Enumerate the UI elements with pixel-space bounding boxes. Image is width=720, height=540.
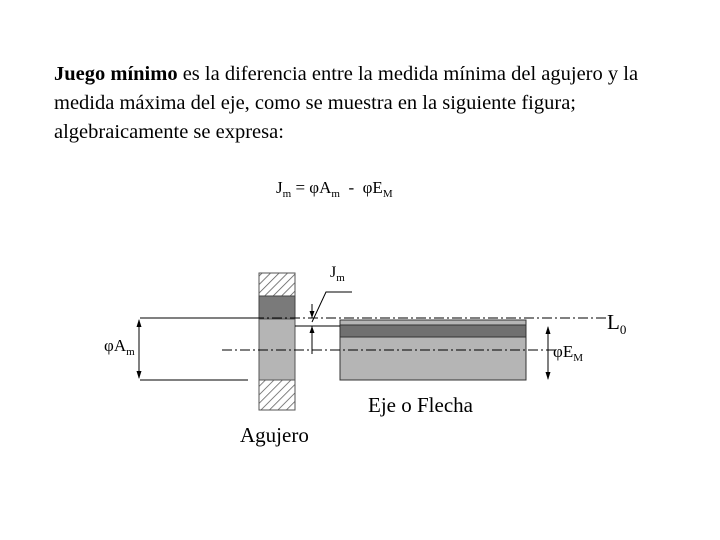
l0-label-sub: 0 [619, 322, 627, 337]
shaft-label: Eje o Flecha [368, 393, 473, 417]
jm-label-text: J [330, 264, 337, 281]
jm-label [330, 264, 345, 284]
formula-phi-e: φ [362, 178, 373, 197]
hole-tolerance-zone [259, 296, 295, 319]
em-label-text: E [562, 342, 574, 361]
formula-jm-sub: m [282, 188, 292, 200]
definition-term: Juego mínimo [54, 63, 178, 85]
am-label-sub: m [126, 346, 135, 358]
hole-hatch-bottom [259, 380, 295, 410]
hole-label: Agujero [240, 423, 309, 447]
formula-minus: - [339, 178, 363, 197]
jm-arrow-top [310, 311, 315, 318]
formula-em: E [372, 178, 383, 197]
definition-text: es la diferencia entre la medida mínima del agujero y la medida máxima del eje, como se muestra en la siguiente figura; algebraicamente se expresa: [54, 63, 639, 143]
l0-label [607, 310, 626, 338]
em-label-sub: M [573, 352, 583, 364]
formula-am: A [319, 178, 332, 197]
formula-em-sub: M [382, 188, 393, 200]
em-label [553, 342, 583, 364]
am-label-text: A [113, 336, 127, 355]
l0-label-text: L [607, 310, 620, 334]
am-arrow-top [137, 319, 142, 327]
formula-jm: J [276, 178, 283, 197]
jm-label-sub: m [336, 272, 345, 284]
hole-hatch-top [259, 273, 295, 296]
shaft-tolerance-zone [340, 325, 526, 337]
formula-phi-a: φ [309, 178, 320, 197]
formula-equals: = [291, 178, 310, 197]
am-arrow-bottom [137, 371, 142, 379]
am-label [104, 336, 135, 358]
formula-am-sub: m [331, 188, 340, 200]
em-arrow-bottom [546, 372, 551, 380]
em-label-phi: φ [553, 342, 563, 361]
em-arrow-top [546, 326, 551, 334]
jm-arrow-bottom [310, 326, 315, 333]
am-label-phi: φ [104, 336, 114, 355]
